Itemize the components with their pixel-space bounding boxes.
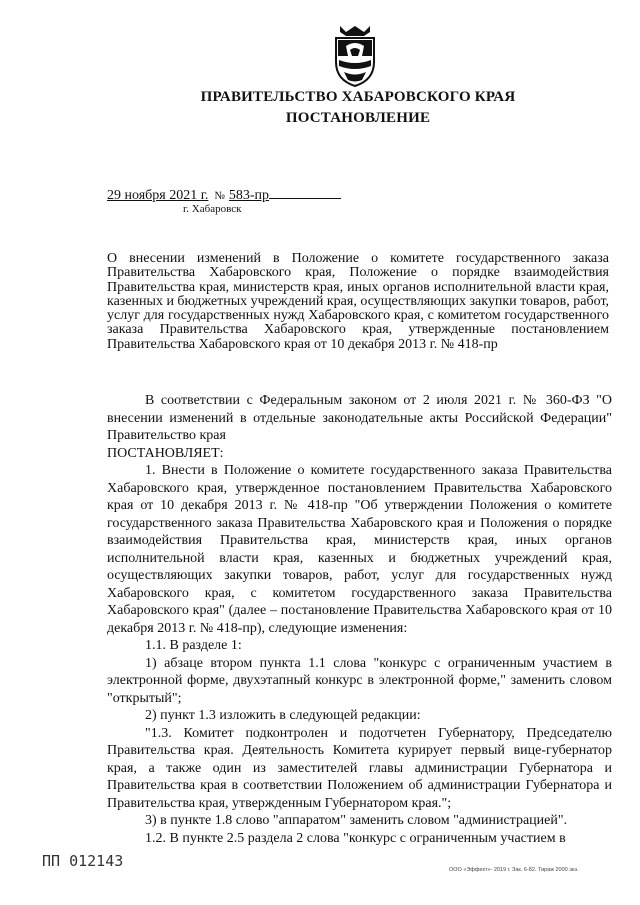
document-subject: О внесении изменений в Положение о комитете государственного заказа Правительства Хабаровского края, Положение о порядке взаимодействия Правительства края, министерств края, иных органов исполнительной власти края, казенных и бюджетных учреждений края, осуществляющих закупки товаров, работ, услуг для государственных нужд Хабаровского края, с комитетом государственного заказа Правительства Хабаровского края, утвержденные постановлением Правительства Хабаровского края от 10 декабря 2013 г. № 418-пр	[107, 251, 610, 352]
body-paragraph: 1) абзаце втором пункта 1.1 слова "конкурс с ограниченным участием в электронной форме, двухэтапный конкурс в электронной форме," заменить словом "открытый";	[107, 655, 612, 706]
body-paragraph: 1. Внести в Положение о комитете государственного заказа Правительства Хабаровского края, утвержденное постановлением Правительства Хабаровского края от 10 декабря 2013 г. № 418-пр "Об утверждении Положения о комитете государственного заказа Правительства Хабаровского края и Положения о порядке взаимодействия Правительства края, министерств края, иных органов исполнительной власти края, казенных и бюджетных учреждений края, осуществляющих закупки товаров, работ, услуг для государственных нужд Хабаровского края, с комитетом государственного заказа Правительства Хабаровского края" (далее – постановление Правительства Хабаровского края от 10 декабря 2013 г. № 418-пр), следующие изменения:	[107, 463, 612, 636]
body-paragraph: В соответствии с Федеральным законом от 2 июля 2021 г. № 360-ФЗ "О внесении изменений в отдельные законодательные акты Российской Федерации" Правительство края	[107, 393, 612, 443]
body-paragraph: "1.3. Комитет подконтролен и подотчетен Губернатору, Председателю Правительства края. Деятельность Комитета курирует первый вице-губернатор края, а также один из заместителей главы администрации Губернатора и Правительства края в соответствии Положением об администрации Губернатора и Правительства края, утвержденным Губернатором края.";	[107, 725, 612, 811]
number-sign: №	[214, 190, 225, 202]
body-paragraph: 1.1. В разделе 1:	[145, 638, 242, 653]
government-title: ПРАВИТЕЛЬСТВО ХАБАРОВСКОГО КРАЯ	[200, 89, 516, 105]
document-number: 583-пр	[228, 188, 270, 203]
serial-stamp: ПП 012143	[42, 852, 124, 870]
document-city: г. Хабаровск	[183, 203, 242, 215]
body-paragraph: 2) пункт 1.3 изложить в следующей редакции:	[145, 708, 421, 723]
khabarovsk-coat-of-arms-icon	[330, 22, 380, 88]
document-type-title: ПОСТАНОВЛЕНИЕ	[285, 110, 431, 126]
printer-imprint: ООО «Эффект»- 2019 г. Зак. 6-82. Тираж 2000 экз.	[449, 867, 579, 873]
body-paragraph: 3) в пункте 1.8 слово "аппаратом" заменить словом "администрацией".	[145, 813, 568, 828]
document-date: 29 ноября 2021 г.	[107, 188, 209, 203]
body-paragraph: 1.2. В пункте 2.5 раздела 2 слова "конкурс с ограниченным участием в	[145, 830, 566, 846]
date-number-line	[107, 186, 341, 204]
document-body	[107, 392, 612, 847]
number-underline	[269, 186, 341, 199]
body-paragraph-decree: ПОСТАНОВЛЯЕТ:	[107, 445, 224, 461]
